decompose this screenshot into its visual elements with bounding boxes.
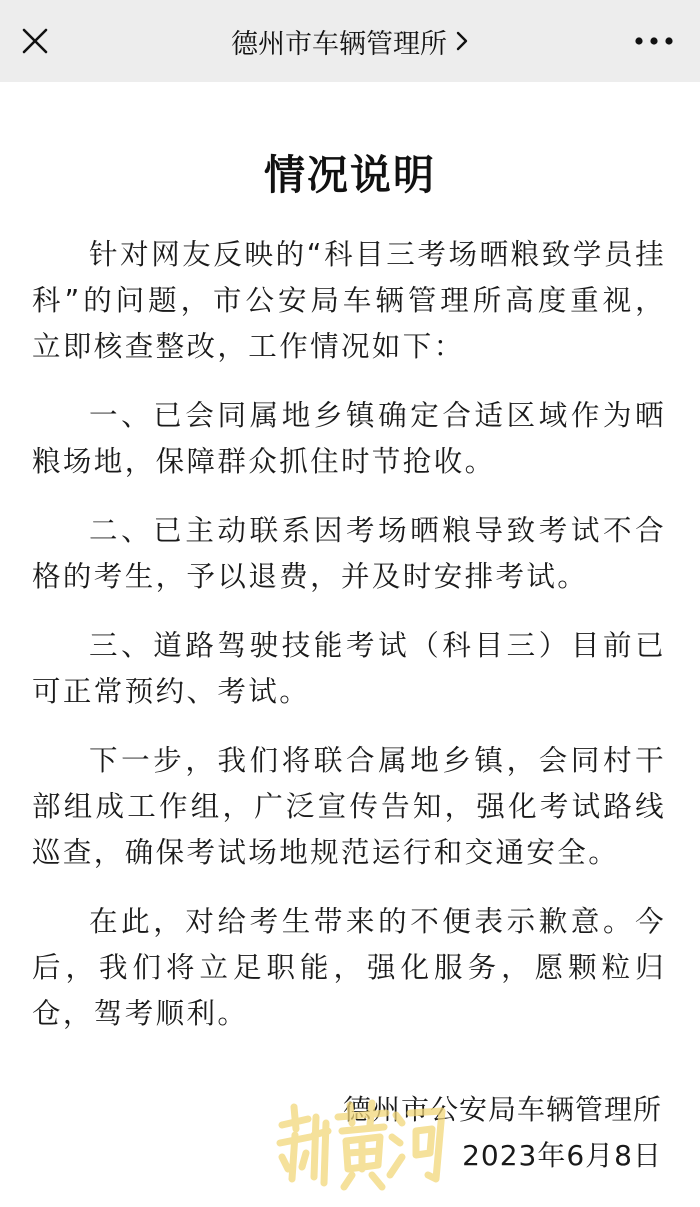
article-body [32,232,666,1060]
xinhuanghe-watermark-logo [268,1095,448,1195]
item-two-paragraph: 二、已主动联系因考场晒粮导致考试不合格的考生，予以退费，并及时安排考试。 [32,514,666,593]
apology-paragraph: 在此，对给考生带来的不便表示歉意。今后，我们将立足职能，强化服务，愿颗粒归仓，驾考顺利。 [32,905,666,1030]
close-icon [21,27,49,55]
item-one-paragraph: 一、已会同属地乡镇确定合适区域作为晒粮场地，保障群众抓住时节抢收。 [32,399,666,478]
chevron-right-icon [455,30,469,52]
article-content [0,82,700,1207]
signature-date: 2023年6月8日 [462,1139,662,1172]
more-dots-icon [634,36,674,46]
signature-organization: 德州市公安局车辆管理所 [342,1093,662,1126]
close-button[interactable] [14,20,56,62]
top-navigation-bar [0,0,700,82]
more-options-button[interactable] [626,20,682,62]
next-step-paragraph: 下一步，我们将联合属地乡镇，会同村干部组成工作组，广泛宣传告知，强化考试路线巡查，确保考试场地规范运行和交通安全。 [32,744,666,869]
intro-paragraph: 针对网友反映的“科目三考场晒粮致学员挂科”的问题，市公安局车辆管理所高度重视，立即核查整改，工作情况如下： [32,238,666,363]
account-name: 德州市车辆管理所 [231,28,447,60]
item-three-paragraph: 三、道路驾驶技能考试（科目三）目前已可正常预约、考试。 [32,629,666,708]
document-title: 情况说明 [264,151,436,199]
account-name-link[interactable] [150,20,550,62]
